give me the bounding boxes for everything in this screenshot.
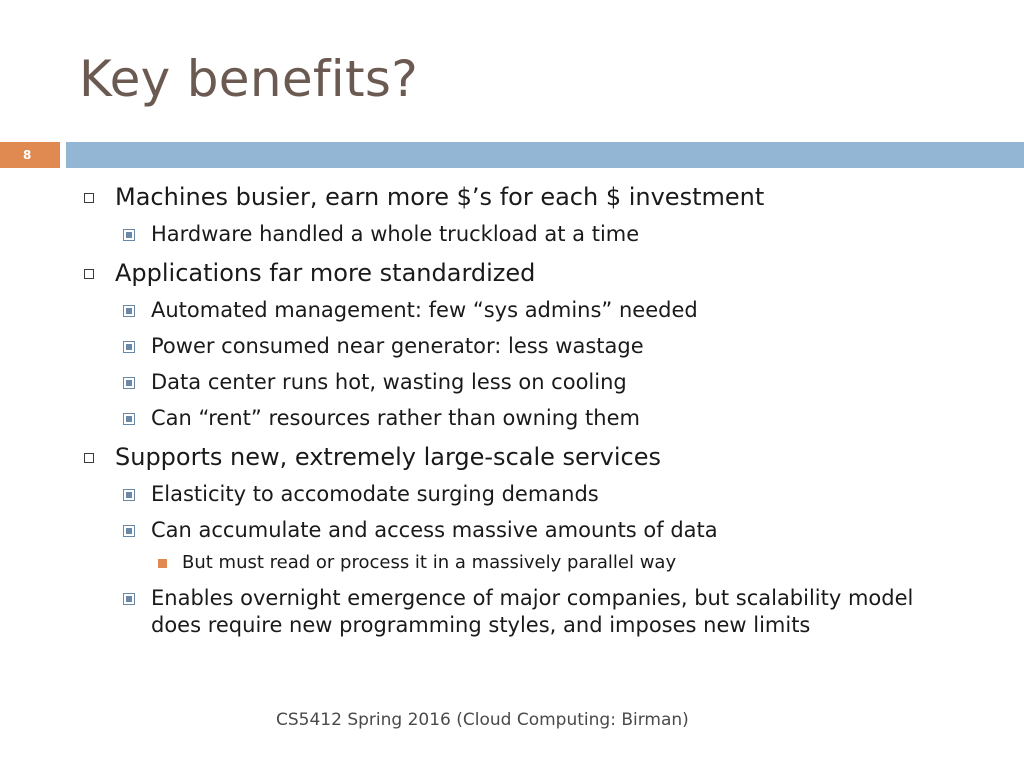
sub-bullet-item: Hardware handled a whole truckload at a time [151, 222, 640, 246]
sub-bullet-item: Automated management: few “sys admins” needed [151, 298, 698, 322]
square-bullet-icon [84, 193, 94, 203]
bullet-item: Applications far more standardized [115, 259, 536, 287]
slide-title: Key benefits? [79, 50, 419, 108]
sub-bullet-item-line2: does require new programming styles, and imposes new limits [151, 613, 811, 637]
bullet-item: Machines busier, earn more $’s for each $ investment [115, 183, 765, 211]
square-bullet-icon [84, 269, 94, 279]
filled-square-bullet-icon [158, 559, 167, 568]
header-bar [66, 142, 1024, 168]
square-bullet-icon [84, 453, 94, 463]
sub-bullet-item-line1: Enables overnight emergence of major companies, but scalability model [151, 586, 914, 610]
sub-bullet-item: Can “rent” resources rather than owning them [151, 406, 640, 430]
square-bullet-icon [123, 229, 135, 241]
sub-bullet-item: Elasticity to accomodate surging demands [151, 482, 599, 506]
square-bullet-icon [123, 525, 135, 537]
square-bullet-icon [123, 593, 135, 605]
sub-sub-bullet-item: But must read or process it in a massively parallel way [182, 552, 677, 573]
sub-bullet-item: Can accumulate and access massive amounts of data [151, 518, 718, 542]
square-bullet-icon [123, 413, 135, 425]
slide-footer: CS5412 Spring 2016 (Cloud Computing: Birman) [276, 710, 689, 730]
sub-bullet-item: Power consumed near generator: less wastage [151, 334, 644, 358]
square-bullet-icon [123, 305, 135, 317]
slide-number: 8 [0, 142, 60, 168]
bullet-item: Supports new, extremely large-scale services [115, 443, 661, 471]
square-bullet-icon [123, 489, 135, 501]
square-bullet-icon [123, 341, 135, 353]
square-bullet-icon [123, 377, 135, 389]
sub-bullet-item: Data center runs hot, wasting less on cooling [151, 370, 627, 394]
